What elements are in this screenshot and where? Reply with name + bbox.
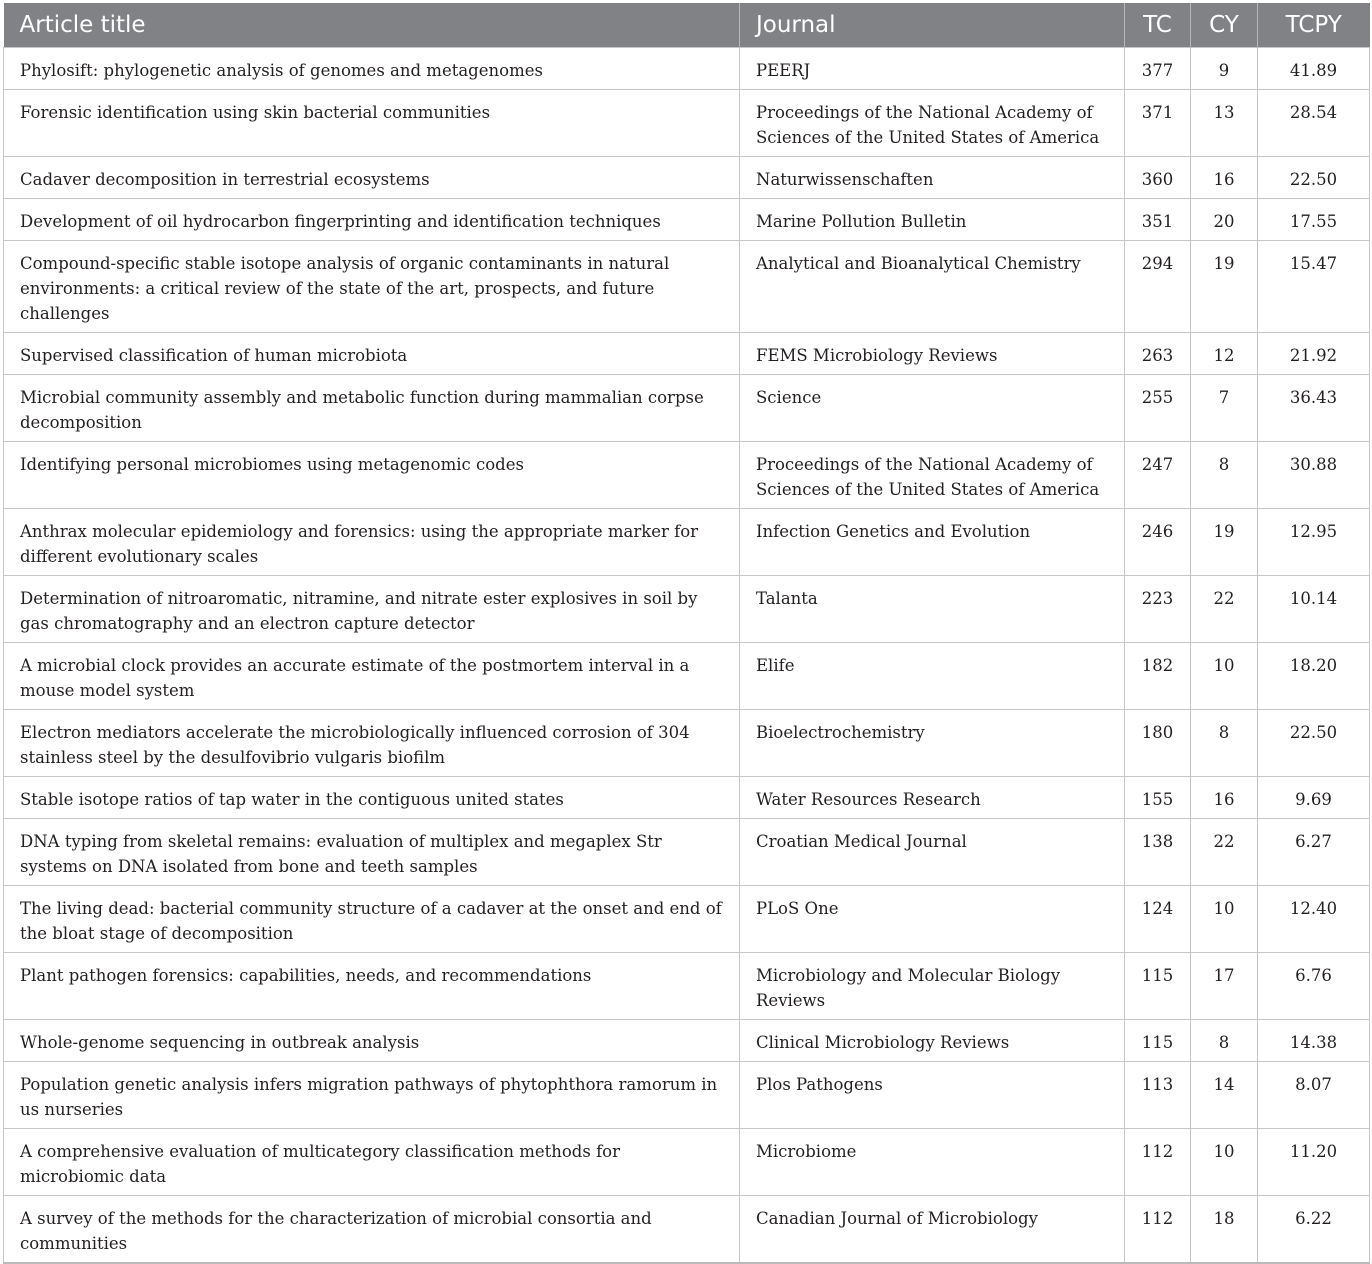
cell-tc: 124 <box>1125 886 1191 953</box>
cell-tc: 351 <box>1125 199 1191 241</box>
cell-article-title: A comprehensive evaluation of multicategory classification methods for microbiomic data <box>4 1129 740 1196</box>
cell-article-title: Phylosift: phylogenetic analysis of genomes and metagenomes <box>4 48 740 90</box>
cell-journal: Microbiology and Molecular Biology Reviews <box>740 953 1125 1020</box>
cell-article-title: Development of oil hydrocarbon fingerprinting and identification techniques <box>4 199 740 241</box>
cell-cy: 18 <box>1191 1196 1258 1264</box>
cell-cy: 22 <box>1191 819 1258 886</box>
table-row <box>4 157 1370 199</box>
cell-tcpy: 12.40 <box>1258 886 1370 953</box>
cell-tc: 182 <box>1125 643 1191 710</box>
cell-article-title: Whole-genome sequencing in outbreak analysis <box>4 1020 740 1062</box>
cell-tc: 377 <box>1125 48 1191 90</box>
cell-cy: 19 <box>1191 509 1258 576</box>
cell-cy: 10 <box>1191 886 1258 953</box>
cell-journal: Infection Genetics and Evolution <box>740 509 1125 576</box>
table-body <box>4 48 1370 1264</box>
cell-tcpy: 22.50 <box>1258 157 1370 199</box>
cell-tc: 247 <box>1125 442 1191 509</box>
cell-tcpy: 11.20 <box>1258 1129 1370 1196</box>
cell-journal: PEERJ <box>740 48 1125 90</box>
header-tcpy: TCPY <box>1258 3 1370 48</box>
cell-cy: 16 <box>1191 157 1258 199</box>
table-row <box>4 1129 1370 1196</box>
cell-tc: 113 <box>1125 1062 1191 1129</box>
cell-article-title: Plant pathogen forensics: capabilities, needs, and recommendations <box>4 953 740 1020</box>
table-row <box>4 886 1370 953</box>
cell-journal: Canadian Journal of Microbiology <box>740 1196 1125 1264</box>
cell-tcpy: 14.38 <box>1258 1020 1370 1062</box>
cell-journal: Marine Pollution Bulletin <box>740 199 1125 241</box>
cell-cy: 10 <box>1191 643 1258 710</box>
table-row <box>4 953 1370 1020</box>
table-row <box>4 576 1370 643</box>
cell-article-title: Supervised classification of human microbiota <box>4 333 740 375</box>
cell-tc: 263 <box>1125 333 1191 375</box>
table-row <box>4 199 1370 241</box>
cell-article-title: Forensic identification using skin bacterial communities <box>4 90 740 157</box>
cell-tc: 255 <box>1125 375 1191 442</box>
cell-tcpy: 15.47 <box>1258 241 1370 333</box>
cell-journal: Elife <box>740 643 1125 710</box>
cell-article-title: Microbial community assembly and metabolic function during mammalian corpse decomposition <box>4 375 740 442</box>
table-row <box>4 241 1370 333</box>
table-header <box>4 3 1370 48</box>
cell-tcpy: 28.54 <box>1258 90 1370 157</box>
table-row <box>4 90 1370 157</box>
cell-cy: 7 <box>1191 375 1258 442</box>
cell-journal: Clinical Microbiology Reviews <box>740 1020 1125 1062</box>
cell-journal: Croatian Medical Journal <box>740 819 1125 886</box>
cell-tcpy: 6.22 <box>1258 1196 1370 1264</box>
cell-tcpy: 21.92 <box>1258 333 1370 375</box>
cell-article-title: Cadaver decomposition in terrestrial ecosystems <box>4 157 740 199</box>
table-row <box>4 819 1370 886</box>
cell-journal: Proceedings of the National Academy of Sciences of the United States of America <box>740 90 1125 157</box>
cell-journal: Analytical and Bioanalytical Chemistry <box>740 241 1125 333</box>
cell-article-title: Population genetic analysis infers migration pathways of phytophthora ramorum in us nurseries <box>4 1062 740 1129</box>
cell-article-title: Compound-specific stable isotope analysis of organic contaminants in natural environments: a critical review of the state of the art, prospects, and future challenges <box>4 241 740 333</box>
cell-cy: 8 <box>1191 1020 1258 1062</box>
cell-tcpy: 22.50 <box>1258 710 1370 777</box>
cell-cy: 20 <box>1191 199 1258 241</box>
cell-journal: FEMS Microbiology Reviews <box>740 333 1125 375</box>
cell-tcpy: 41.89 <box>1258 48 1370 90</box>
table-row <box>4 333 1370 375</box>
cell-tc: 180 <box>1125 710 1191 777</box>
cell-cy: 8 <box>1191 442 1258 509</box>
table-row <box>4 643 1370 710</box>
cell-journal: Bioelectrochemistry <box>740 710 1125 777</box>
cell-tc: 112 <box>1125 1196 1191 1264</box>
table-row <box>4 509 1370 576</box>
cell-journal: Talanta <box>740 576 1125 643</box>
cell-article-title: The living dead: bacterial community structure of a cadaver at the onset and end of the bloat stage of decomposition <box>4 886 740 953</box>
cell-cy: 9 <box>1191 48 1258 90</box>
cell-cy: 10 <box>1191 1129 1258 1196</box>
cell-tcpy: 6.76 <box>1258 953 1370 1020</box>
cell-article-title: A survey of the methods for the characterization of microbial consortia and communities <box>4 1196 740 1264</box>
cell-journal: Naturwissenschaften <box>740 157 1125 199</box>
cell-tc: 115 <box>1125 1020 1191 1062</box>
cell-journal: Plos Pathogens <box>740 1062 1125 1129</box>
table-row <box>4 777 1370 819</box>
cell-article-title: A microbial clock provides an accurate estimate of the postmortem interval in a mouse model system <box>4 643 740 710</box>
cell-tcpy: 9.69 <box>1258 777 1370 819</box>
citation-table <box>3 3 1370 1264</box>
table-row <box>4 1062 1370 1129</box>
cell-tc: 371 <box>1125 90 1191 157</box>
cell-article-title: Electron mediators accelerate the microbiologically influenced corrosion of 304 stainless steel by the desulfovibrio vulgaris biofilm <box>4 710 740 777</box>
cell-tcpy: 18.20 <box>1258 643 1370 710</box>
header-journal: Journal <box>740 3 1125 48</box>
cell-tc: 223 <box>1125 576 1191 643</box>
cell-tcpy: 12.95 <box>1258 509 1370 576</box>
cell-cy: 14 <box>1191 1062 1258 1129</box>
header-cy: CY <box>1191 3 1258 48</box>
cell-article-title: Stable isotope ratios of tap water in the contiguous united states <box>4 777 740 819</box>
table-row <box>4 375 1370 442</box>
cell-tc: 115 <box>1125 953 1191 1020</box>
cell-journal: Science <box>740 375 1125 442</box>
cell-tc: 112 <box>1125 1129 1191 1196</box>
cell-cy: 22 <box>1191 576 1258 643</box>
cell-tcpy: 10.14 <box>1258 576 1370 643</box>
cell-cy: 13 <box>1191 90 1258 157</box>
cell-article-title: Identifying personal microbiomes using metagenomic codes <box>4 442 740 509</box>
cell-tcpy: 6.27 <box>1258 819 1370 886</box>
table-row <box>4 1196 1370 1264</box>
cell-article-title: Determination of nitroaromatic, nitramine, and nitrate ester explosives in soil by gas chromatography and an electron capture detector <box>4 576 740 643</box>
cell-tc: 294 <box>1125 241 1191 333</box>
cell-cy: 16 <box>1191 777 1258 819</box>
cell-journal: Microbiome <box>740 1129 1125 1196</box>
header-row <box>4 3 1370 48</box>
cell-cy: 12 <box>1191 333 1258 375</box>
cell-journal: Proceedings of the National Academy of Sciences of the United States of America <box>740 442 1125 509</box>
cell-cy: 17 <box>1191 953 1258 1020</box>
cell-article-title: DNA typing from skeletal remains: evaluation of multiplex and megaplex Str systems on DNA isolated from bone and teeth samples <box>4 819 740 886</box>
table-row <box>4 1020 1370 1062</box>
table-row <box>4 48 1370 90</box>
cell-tcpy: 17.55 <box>1258 199 1370 241</box>
cell-article-title: Anthrax molecular epidemiology and forensics: using the appropriate marker for different evolutionary scales <box>4 509 740 576</box>
table-row <box>4 442 1370 509</box>
header-article-title: Article title <box>4 3 740 48</box>
cell-tcpy: 30.88 <box>1258 442 1370 509</box>
cell-tc: 360 <box>1125 157 1191 199</box>
cell-tc: 246 <box>1125 509 1191 576</box>
header-tc: TC <box>1125 3 1191 48</box>
cell-tcpy: 36.43 <box>1258 375 1370 442</box>
cell-tcpy: 8.07 <box>1258 1062 1370 1129</box>
cell-cy: 8 <box>1191 710 1258 777</box>
cell-tc: 138 <box>1125 819 1191 886</box>
cell-journal: PLoS One <box>740 886 1125 953</box>
cell-cy: 19 <box>1191 241 1258 333</box>
cell-journal: Water Resources Research <box>740 777 1125 819</box>
table-row <box>4 710 1370 777</box>
cell-tc: 155 <box>1125 777 1191 819</box>
